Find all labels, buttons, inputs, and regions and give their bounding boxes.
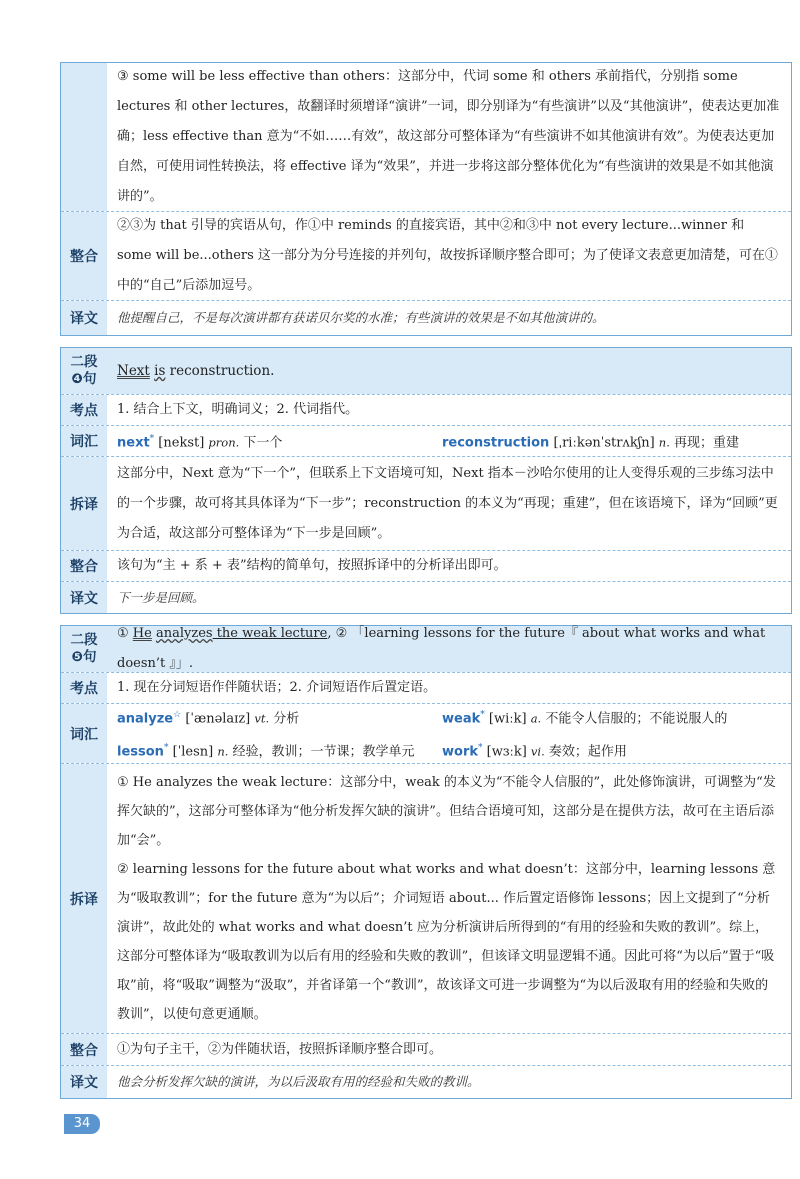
sentence-label: 二段 ❹句 — [61, 348, 107, 394]
page-number: 34 — [64, 1114, 100, 1134]
yiwen-label: 译文 — [61, 582, 107, 613]
chaiyi-continued-row — [61, 63, 791, 211]
kaodian-row — [61, 394, 791, 425]
sentence-text: ① He analyzes the weak lecture, ② 「learning lessons for the future『 about what works and what doesn’t 』」. — [117, 626, 766, 671]
chaiyi-label: 拆译 — [61, 457, 107, 550]
sentence-object: the weak lecture — [212, 626, 328, 641]
vocab-item: work* [wɜːk] vi. 奏效；起作用 — [442, 742, 627, 759]
kaodian-text: 1. 结合上下文，明确词义；2. 代词指代。 — [117, 402, 359, 417]
yiwen-row — [61, 581, 791, 613]
vocab-item: lesson* [ˈlesn] n. 经验，教训；一节课；教学单元 — [117, 742, 415, 759]
chaiyi-text: ③ some will be less effective than others：这部分中，代词 some 和 others 承前指代，分别指 some lectures 和 other lectures，故翻译时须增译“演讲”一词，即分别译为“有些演讲”以及“其他演讲”，使表达更加准确；less effective than 意为“不如……有效”，故这部分可整体译为“有些演讲不如其他演讲有效”。为使表达更加自然，可使用词性转换法，将 effective 译为“效果”，并进一步将这部分整体优化为“有些演讲的效果是不如其他演讲的”。 — [117, 69, 780, 204]
chaiyi-label: 拆译 — [61, 764, 107, 1033]
vocab-item: analyze☆ [ˈænəlaɪz] vt. 分析 — [117, 710, 300, 727]
chaiyi-text: 这部分中，Next 意为“下一个”，但联系上下文语境可知，Next 指本－沙哈尔使用的让人变得乐观的三步练习法中的一个步骤，故可将其具体译为“下一步”；reconstruction 的本义为“再现；重建”，但在该语境下，译为“回顾”更为合适，故这部分可整体译为“下一步是回顾”。 — [117, 465, 778, 541]
sentence-rest: reconstruction. — [165, 363, 275, 379]
yiwen-row — [61, 300, 791, 335]
cihui-label: 词汇 — [61, 704, 107, 763]
cihui-list — [107, 704, 791, 763]
kaodian-row — [61, 672, 791, 703]
yiwen-label: 译文 — [61, 1066, 107, 1098]
yiwen-label: 译文 — [61, 301, 107, 335]
sentence-subject: He — [132, 626, 152, 641]
zhenghe-label: 整合 — [61, 212, 107, 300]
zhenghe-label: 整合 — [61, 1034, 107, 1065]
chaiyi-row — [61, 763, 791, 1033]
yiwen-row — [61, 1065, 791, 1098]
sentence-text — [107, 348, 791, 394]
kaodian-text: 1. 现在分词短语作伴随状语；2. 介词短语作后置定语。 — [117, 680, 437, 695]
analysis-block-1 — [60, 62, 792, 336]
sentence-verb: is — [154, 363, 166, 379]
chaiyi-row — [61, 456, 791, 550]
sentence-verb: analyzes — [155, 626, 213, 641]
kaodian-label: 考点 — [61, 395, 107, 425]
kaodian-label: 考点 — [61, 673, 107, 703]
zhenghe-text: ①为句子主干，②为伴随状语，按照拆译顺序整合即可。 — [117, 1041, 443, 1057]
zhenghe-row — [61, 1033, 791, 1065]
zhenghe-row — [61, 211, 791, 300]
analysis-block-3 — [60, 625, 792, 1099]
vocab-item: next* [nekst] pron. 下一个 — [117, 433, 283, 451]
cihui-list — [107, 426, 791, 456]
row-label — [61, 63, 107, 211]
sentence-header-row — [61, 626, 791, 672]
yiwen-text: 他会分析发挥欠缺的演讲，为以后汲取有用的经验和失败的教训。 — [117, 1074, 480, 1089]
zhenghe-row — [61, 550, 791, 581]
cihui-label: 词汇 — [61, 426, 107, 456]
yiwen-text: 下一步是回顾。 — [117, 589, 205, 605]
zhenghe-label: 整合 — [61, 551, 107, 581]
zhenghe-text: ②③为 that 引导的宾语从句，作①中 reminds 的直接宾语，其中②和③中 not every lecture...winner 和 some will be...others 这一部分为分号连接的并列句，故按拆译顺序整合即可；为了使译文表意更加清楚，可在①中的“自己”后添加逗号。 — [117, 218, 778, 293]
sentence-label: 二段 ❺句 — [61, 626, 107, 672]
sentence-header-row — [61, 348, 791, 394]
sentence-subject: Next — [117, 363, 150, 379]
vocab-item: weak* [wiːk] a. 不能令人信服的；不能说服人的 — [442, 710, 728, 727]
vocab-item: reconstruction [ˌriːkənˈstrʌkʃn] n. 再现；重建 — [442, 435, 739, 451]
cihui-row — [61, 425, 791, 456]
zhenghe-text: 该句为“主 + 系 + 表”结构的简单句，按照拆译中的分析译出即可。 — [117, 558, 507, 573]
cihui-row — [61, 703, 791, 763]
chaiyi-text: ① He analyzes the weak lecture：这部分中，weak 的本义为“不能令人信服的”，此处修饰演讲，可调整为“发挥欠缺的”，这部分可整体译为“他分析发挥欠缺的演讲”。但结合语境可知，这部分是在提供方法，故可在主语后添加“会”。 ② learning lessons for the future about what works and what doesn’t：这部分中，learning lessons 意为“吸取教训”；for the future 意为“为以后”；介词短语 about... 作后置定语修饰 lessons；因上文提到了“分析演讲”，故此处的 what works and what doesn’t 应为分析演讲后所得到的“有用的经验和失败的教训”。综上，这部分可整体译为“吸取教训为以后有用的经验和失败的教训”，但该译文明显逻辑不通。因此可将“为以后”置于“吸取”前，将“吸取”调整为“汲取”，并省译第一个“教训”，故该译文可进一步调整为“为以后汲取有用的经验和失败的教训”，以使句意更通顺。 — [117, 775, 776, 1022]
yiwen-text: 他提醒自己，不是每次演讲都有获诺贝尔奖的水准；有些演讲的效果是不如其他演讲的。 — [117, 310, 605, 325]
analysis-block-2 — [60, 347, 792, 614]
